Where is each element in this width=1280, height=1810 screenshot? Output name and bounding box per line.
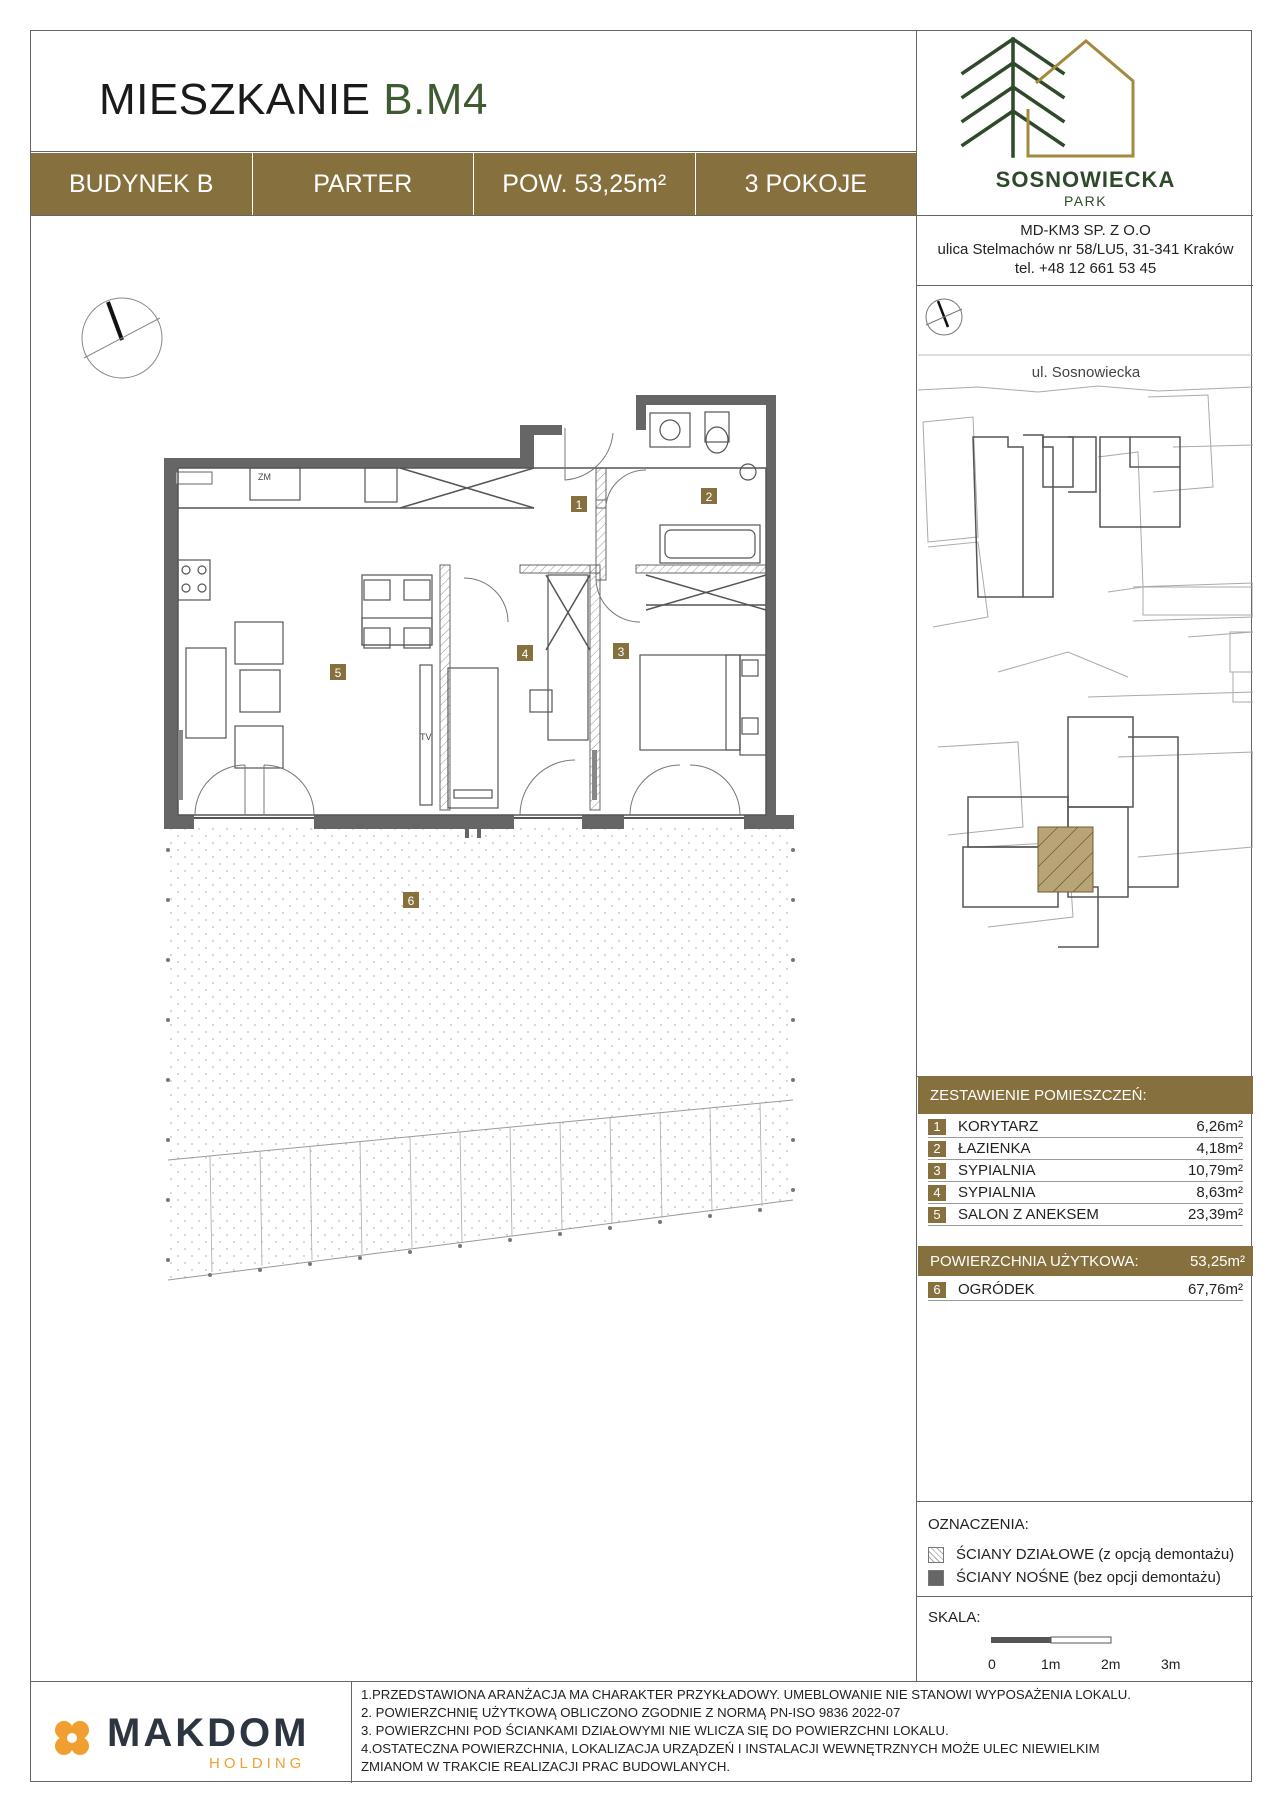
garden-area: [166, 828, 795, 1280]
room-num: 3: [928, 1163, 946, 1179]
scale-title: SKALA:: [928, 1609, 981, 1626]
room-area: 10,79m²: [1187, 1162, 1243, 1179]
room-num: 5: [928, 1207, 946, 1223]
info-rooms: 3 POKOJE: [744, 169, 867, 198]
company-phone: tel. +48 12 661 53 45: [1014, 260, 1157, 277]
legend-label: ŚCIANY NOŚNE (bez opcji demontażu): [956, 1569, 1221, 1586]
brand-name: SOSNOWIECKA: [995, 167, 1176, 192]
company-name: MD-KM3 SP. Z O.O: [1020, 222, 1151, 239]
usable-value: 53,25m²: [1189, 1252, 1245, 1270]
scale-label: 1m: [1041, 1656, 1061, 1672]
room-tag-5: 5: [334, 666, 342, 680]
developer-name-a: MAK: [107, 1711, 208, 1755]
title-code: B.M4: [383, 75, 488, 124]
room-name: SYPIALNIA: [958, 1162, 1036, 1179]
room-area: 67,76m²: [1187, 1281, 1243, 1298]
room-tag-6: 6: [407, 894, 415, 908]
load-bearing-walls: [164, 395, 794, 838]
room-area: 6,26m²: [1196, 1118, 1243, 1135]
scale-label: 3m: [1161, 1656, 1181, 1672]
company-address: ulica Stelmachów nr 58/LU5, 31-341 Kraków: [937, 241, 1234, 258]
room-outlines: [178, 468, 766, 815]
room-name: OGRÓDEK: [958, 1281, 1035, 1298]
legend-label: ŚCIANY DZIAŁOWE (z opcją demontażu): [956, 1546, 1235, 1563]
note: ZMIANOM W TRAKCIE REALIZACJI PRAC BUDOWLANYCH.: [361, 1759, 731, 1774]
bathroom-fixtures: [650, 412, 760, 563]
brand-sub: PARK: [1063, 193, 1108, 209]
info-floor: PARTER: [253, 153, 475, 215]
developer-name-b: DOM: [207, 1711, 310, 1755]
room-num: 4: [928, 1185, 946, 1201]
room-area: 4,18m²: [1196, 1140, 1243, 1157]
note: 2. POWIERZCHNIĘ UŻYTKOWĄ OBLICZONO ZGODNIE Z NORMĄ PN-ISO 9836 2022-07: [361, 1705, 901, 1720]
info-building: BUDYNEK B: [31, 153, 253, 215]
room-name: SYPIALNIA: [958, 1184, 1036, 1201]
usable-label: POWIERZCHNIA UŻYTKOWA:: [930, 1252, 1139, 1270]
title-prefix: MIESZKANIE: [99, 75, 371, 124]
room-num: 2: [928, 1141, 946, 1157]
street-name: ul. Sosnowiecka: [1031, 364, 1141, 381]
room-tag-3: 3: [617, 645, 625, 659]
tv-label: TV: [420, 732, 432, 742]
rooms-heading: ZESTAWIENIE POMIESZCZEŃ:: [918, 1076, 1253, 1114]
room-tag-1: 1: [575, 498, 583, 512]
scale-label: 2m: [1101, 1656, 1121, 1672]
room-area: 23,39m²: [1187, 1206, 1243, 1223]
room-tag-2: 2: [705, 490, 713, 504]
room-name: KORYTARZ: [958, 1118, 1039, 1135]
room-tag-4: 4: [521, 647, 529, 661]
note: 4.OSTATECZNA POWIERZCHNIA, LOKALIZACJA URZĄDZEŃ I INSTALACJI WEWNĘTRZNYCH MOŻE ULEC NIEWIELKIM: [361, 1741, 1100, 1756]
developer-sub: HOLDING: [209, 1755, 306, 1772]
bedroom-3-furniture: [640, 655, 766, 755]
room-num: 1: [928, 1119, 946, 1135]
room-name: ŁAZIENKA: [958, 1140, 1031, 1157]
room-area: 8,63m²: [1196, 1184, 1243, 1201]
scale-label: 0: [988, 1656, 996, 1672]
room-num: 6: [928, 1282, 946, 1298]
washer-label: ZM: [258, 472, 271, 482]
note: 3. POWIERZCHNI POD ŚCIANKAMI DZIAŁOWYMI NIE WLICZA SIĘ DO POWIERZCHNI LOKALU.: [361, 1723, 949, 1738]
legend-title: OZNACZENIA:: [928, 1516, 1029, 1533]
note: 1.PRZEDSTAWIONA ARANŻACJA MA CHARAKTER PRZYKŁADOWY. UMEBLOWANIE NIE STANOWI WYPOSAŻENIA LOKALU.: [361, 1687, 1131, 1702]
room-name: SALON Z ANEKSEM: [958, 1206, 1099, 1223]
compass-icon: [82, 298, 162, 378]
info-area: POW. 53,25m²: [474, 153, 696, 215]
partition-walls: [440, 468, 766, 810]
